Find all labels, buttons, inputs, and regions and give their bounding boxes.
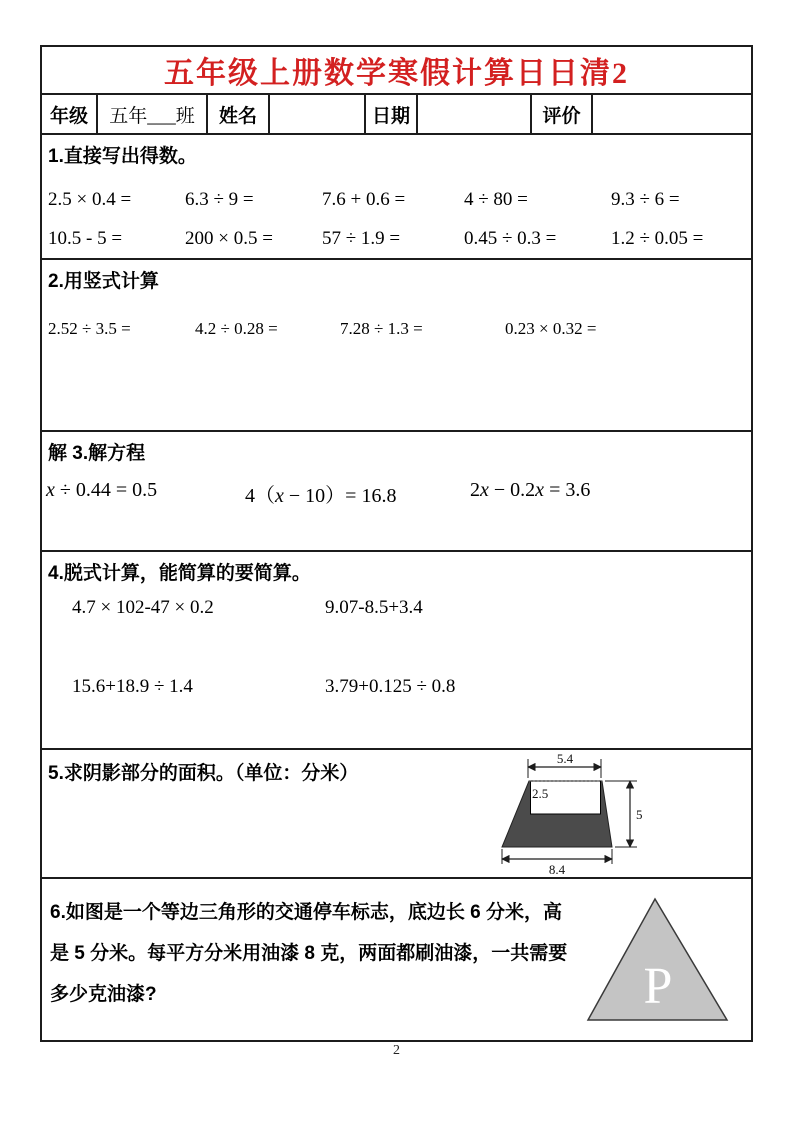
eval-value-cell (593, 95, 751, 133)
calc-item: 1.2 ÷ 0.05 = (611, 228, 704, 249)
grade-label: 年级 (42, 95, 98, 133)
equation: 4（x − 10）= 16.8 (245, 485, 397, 507)
section6-problem-text: 6.如图是一个等边三角形的交通停车标志，底边长 6 分米，高是 5 分米。每平方分米用油漆 8 克，两面都刷油漆，一共需要多少克油漆? (50, 902, 568, 1005)
calc-item: 4.2 ÷ 0.28 = (195, 319, 278, 338)
step-calc-row-2 (42, 676, 751, 698)
mental-math-row-2 (42, 228, 751, 250)
calc-item: 15.6+18.9 ÷ 1.4 (72, 676, 193, 697)
section3-heading: 解 3.解方程 (48, 443, 146, 464)
dimension-label: 5.4 (556, 752, 574, 766)
date-label: 日期 (366, 95, 418, 133)
worksheet-table (40, 45, 753, 1042)
calc-item: 4 ÷ 80 = (464, 189, 528, 210)
section-step-calculation (42, 552, 751, 750)
page-number: 2 (393, 1043, 400, 1058)
calc-item: 4.7 × 102-47 × 0.2 (72, 597, 214, 618)
name-label: 姓名 (208, 95, 270, 133)
column-calc-row (42, 319, 751, 339)
section-triangle-sign (42, 879, 751, 1040)
calc-item: 10.5 - 5 = (48, 228, 123, 249)
calc-item: 57 ÷ 1.9 = (322, 228, 401, 249)
equations-row (42, 479, 751, 508)
calc-item: 2.52 ÷ 3.5 = (48, 319, 131, 338)
trapezoid-figure (470, 752, 735, 877)
parking-letter: P (643, 958, 673, 1015)
calc-item: 9.07-8.5+3.4 (325, 597, 423, 618)
calc-item: 0.23 × 0.32 = (505, 319, 597, 338)
calc-item: 2.5 × 0.4 = (48, 189, 132, 210)
section5-heading: 5.求阴影部分的面积。（单位：分米） (48, 763, 359, 784)
page-title: 五年级上册数学寒假计算日日清2 (164, 57, 629, 90)
calc-item: 200 × 0.5 = (185, 228, 273, 249)
calc-item: 9.3 ÷ 6 = (611, 189, 680, 210)
dimension-label: 5 (636, 807, 643, 822)
title-row (42, 47, 751, 95)
dimension-label: 8.4 (548, 862, 566, 877)
section-column-calculation (42, 260, 751, 432)
section-shaded-area (42, 750, 751, 879)
mental-math-row-1 (42, 189, 751, 211)
eval-label: 评价 (532, 95, 593, 133)
section-solve-equations (42, 432, 751, 552)
equation: 2x − 0.2x = 3.6 (470, 479, 591, 501)
calc-item: 7.28 ÷ 1.3 = (340, 319, 423, 338)
section-mental-math (42, 135, 751, 260)
date-value-cell (418, 95, 532, 133)
calc-item: 7.6 + 0.6 = (322, 189, 406, 210)
dimension-label: 2.5 (532, 786, 549, 801)
name-value-cell (270, 95, 366, 133)
section2-heading: 2.用竖式计算 (48, 271, 159, 292)
student-info-row (42, 95, 751, 135)
section1-heading: 1.直接写出得数。 (48, 146, 197, 167)
parking-sign-triangle (582, 893, 734, 1027)
grade-value: 五年___班 (98, 95, 208, 133)
step-calc-row-1 (42, 597, 751, 619)
calc-item: 3.79+0.125 ÷ 0.8 (325, 676, 456, 697)
equation: x ÷ 0.44 = 0.5 (46, 479, 158, 501)
calc-item: 6.3 ÷ 9 = (185, 189, 254, 210)
section4-heading: 4.脱式计算，能简算的要简算。 (48, 563, 311, 584)
calc-item: 0.45 ÷ 0.3 = (464, 228, 557, 249)
